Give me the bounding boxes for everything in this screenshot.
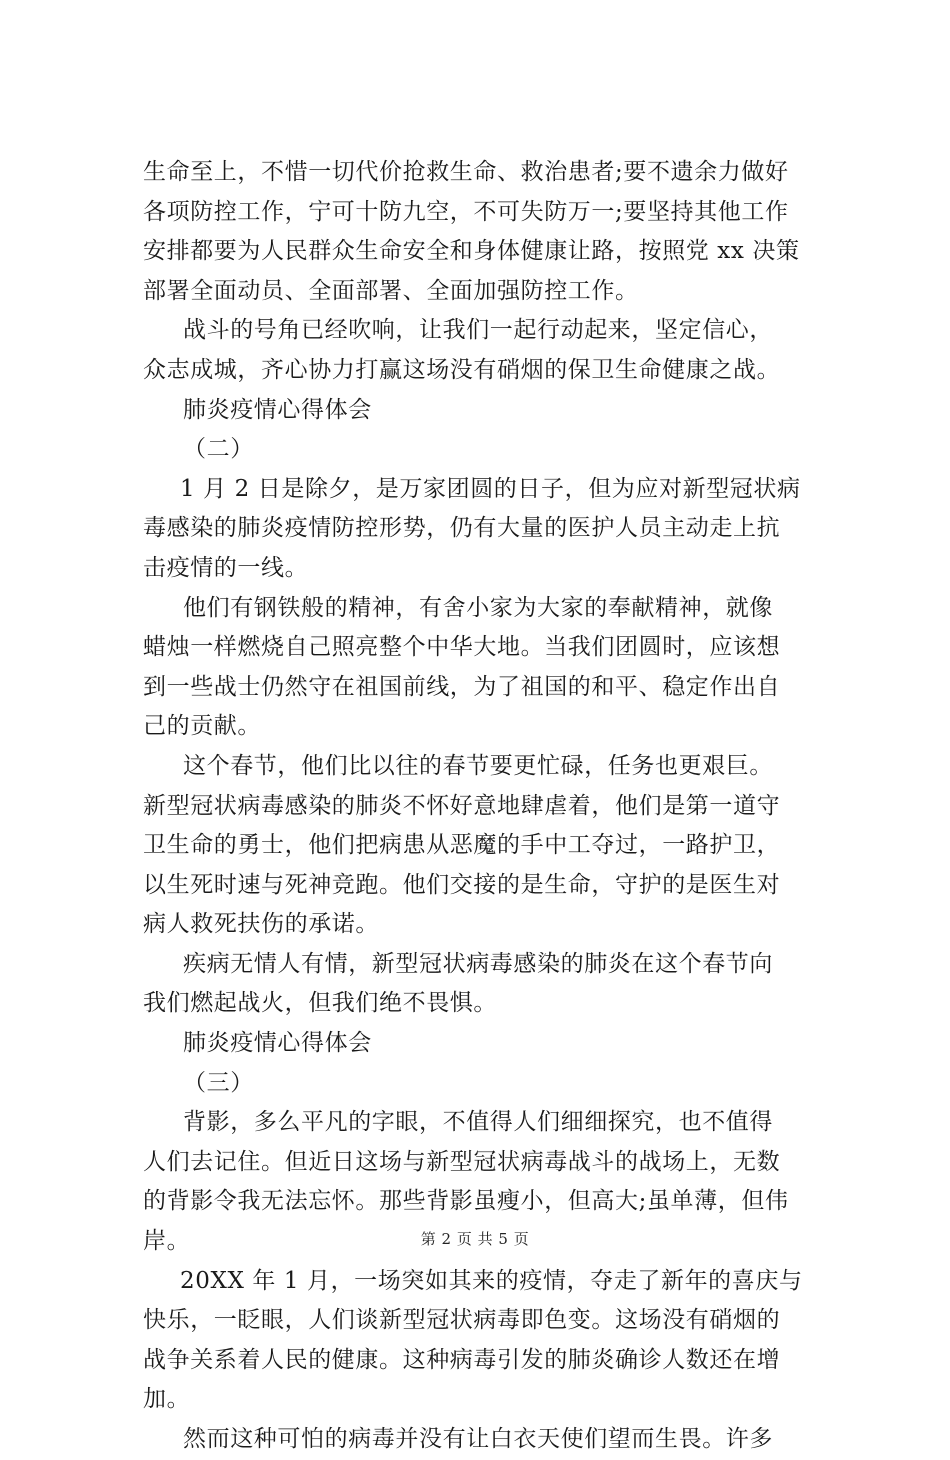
paragraph-start: 1 月 2 日是除夕，是万家团圆的日子，但为应对新型冠状病 (180, 475, 801, 502)
text-line: 己的贡献。 (143, 713, 261, 740)
text-line: 以生死时速与死神竞跑。他们交接的是生命，守护的是医生对 (143, 871, 781, 898)
paragraph-start: 疾病无情人有情，新型冠状病毒感染的肺炎在这个春节向 (183, 950, 773, 977)
text-line: 蜡烛一样燃烧自己照亮整个中华大地。当我们团圆时，应该想 (143, 634, 781, 661)
text-line: 安排都要为人民群众生命安全和身体健康让路，按照党 xx 决策 (143, 238, 800, 265)
text-line: 快乐，一眨眼，人们谈新型冠状病毒即色变。这场没有硝烟的 (143, 1307, 781, 1334)
paragraph-start: 战斗的号角已经吹响，让我们一起行动起来，坚定信心， (183, 317, 773, 344)
section-title: 肺炎疫情心得体会 (183, 396, 372, 423)
text-line: 战争关系着人民的健康。这种病毒引发的肺炎确诊人数还在增 (143, 1346, 781, 1373)
text-line: 击疫情的一线。 (143, 554, 309, 581)
text-line: 各项防控工作，宁可十防九空，不可失防万一;要坚持其他工作 (143, 198, 789, 225)
text-line: 的背影令我无法忘怀。那些背影虽瘦小，但高大;虽单薄，但伟 (143, 1188, 789, 1215)
text-line: 毒感染的肺炎疫情防控形势，仍有大量的医护人员主动走上抗 (143, 515, 781, 542)
page-number-footer: 第 2 页 共 5 页 (420, 1230, 530, 1248)
paragraph-start: 背影，多么平凡的字眼，不值得人们细细探究，也不值得 (183, 1109, 773, 1136)
text-line: 部署全面动员、全面部署、全面加强防控工作。 (143, 277, 639, 304)
text-line: 病人救死扶伤的承诺。 (143, 911, 379, 938)
section-number: （二） (183, 436, 254, 463)
text-line: 加。 (143, 1386, 191, 1413)
text-line: 生命至上，不惜一切代价抢救生命、救治患者;要不遗余力做好 (143, 159, 789, 185)
paragraph-start: 20XX 年 1 月，一场突如其来的疫情，夺走了新年的喜庆与 (180, 1267, 803, 1294)
text-line: 卫生命的勇士，他们把病患从恶魔的手中工夺过，一路护卫， (143, 832, 781, 859)
section-title: 肺炎疫情心得体会 (183, 1030, 372, 1057)
text-line: 新型冠状病毒感染的肺炎不怀好意地肆虐着，他们是第一道守 (143, 792, 781, 819)
text-line: 到一些战士仍然守在祖国前线，为了祖国的和平、稳定作出自 (143, 673, 781, 700)
paragraph-start: 然而这种可怕的病毒并没有让白衣天使们望而生畏。许多 (183, 1426, 773, 1452)
document-body (143, 153, 833, 1460)
paragraph-start: 他们有钢铁般的精神，有舍小家为大家的奉献精神，就像 (183, 594, 773, 621)
text-line: 众志成城，齐心协力打赢这场没有硝烟的保卫生命健康之战。 (143, 356, 781, 383)
section-number: （三） (183, 1069, 254, 1096)
text-line: 我们燃起战火，但我们绝不畏惧。 (143, 990, 497, 1017)
text-line: 人们去记住。但近日这场与新型冠状病毒战斗的战场上，无数 (143, 1148, 781, 1175)
paragraph-start: 这个春节，他们比以往的春节要更忙碌，任务也更艰巨。 (183, 752, 773, 779)
text-line: 岸。 (143, 1228, 191, 1255)
